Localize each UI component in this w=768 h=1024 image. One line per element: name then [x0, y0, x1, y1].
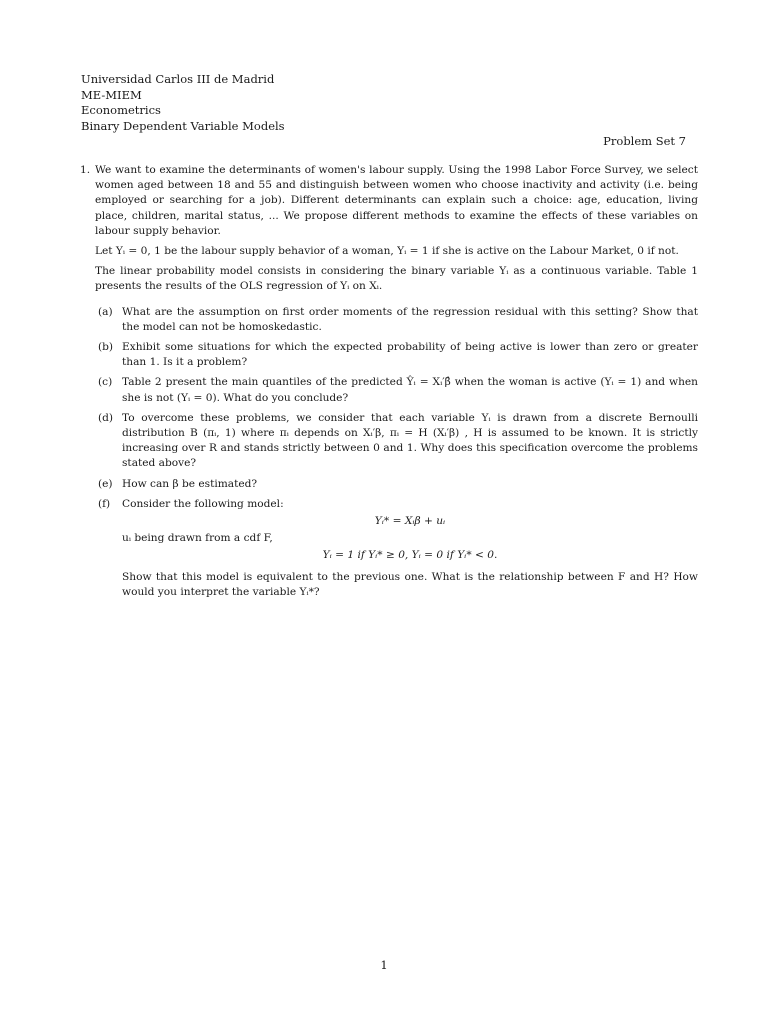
- university-name: Universidad Carlos III de Madrid: [81, 72, 275, 86]
- sub-question-label: (c): [98, 376, 113, 389]
- course-name: Econometrics: [81, 103, 161, 118]
- page-number: 1: [380, 958, 388, 972]
- problem-set-title: Problem Set 7: [603, 134, 686, 148]
- sub-question-list: [95, 305, 698, 600]
- sub-question-a: [95, 305, 698, 335]
- sub-question-f: [95, 497, 698, 600]
- sub-question-label: (f): [98, 497, 111, 510]
- question-definition: Let Yᵢ = 0, 1 be the labour supply behavior of a woman, Yᵢ = 1 if she is active on the Labour Market, 0 if not.: [95, 245, 679, 258]
- question-intro: We want to examine the determinants of women's labour supply. Using the 1998 Labor Force Survey, we select women aged between 18 and 55 and distinguish between women who choose inactivity and activity (i.e. being employed or searching for a job). Different determinants can explain such a choice: age, education, living place, children, marital status, ... We propose different methods to examine the effects of these variables on labour supply behavior.: [95, 164, 698, 237]
- question-number: 1.: [80, 164, 91, 176]
- topic-title: Binary Dependent Variable Models: [81, 118, 285, 133]
- sub-question-text: Consider the following model:: [122, 497, 284, 510]
- sub-question-text: What are the assumption on first order moments of the regression residual with this setting? Show that the model can not be homoskedastic.: [122, 305, 698, 333]
- sub-question-text: How can β be estimated?: [122, 477, 258, 490]
- error-distribution-text: uᵢ being drawn from a cdf F,: [122, 532, 273, 545]
- sub-question-f-conclusion: Show that this model is equivalent to the previous one. What is the relationship between F and H? How would you interpret the variable Yᵢ*?: [122, 570, 698, 598]
- program-name: ME-MIEM: [81, 87, 142, 102]
- sub-question-e: [95, 477, 698, 492]
- sub-question-label: (a): [98, 305, 113, 318]
- latent-model-equation: Yᵢ* = Xᵢβ + uᵢ: [374, 515, 446, 528]
- sub-question-label: (d): [98, 411, 114, 424]
- observation-rule-equation: Yᵢ = 1 if Yᵢ* ≥ 0, Yᵢ = 0 if Yᵢ* < 0.: [322, 549, 498, 562]
- sub-question-text: To overcome these problems, we consider that each variable Yᵢ is drawn from a discrete Bernoulli distribution B (πᵢ, 1) where πᵢ depends on Xᵢ′β, πᵢ = H (Xᵢ′β) , H is assumed to be known. It is strictly increasing over R and stands strictly between 0 and 1. Why does this specification overcome the problems stated above?: [122, 411, 698, 470]
- question-model-description: The linear probability model consists in considering the binary variable Yᵢ as a continuous variable. Table 1 presents the results of the OLS regression of Yᵢ on Xᵢ.: [95, 265, 698, 293]
- sub-question-d: [95, 411, 698, 472]
- document-header: [81, 72, 285, 134]
- sub-question-text: Table 2 present the main quantiles of the predicted Ŷᵢ = Xᵢ′β̂ when the woman is active (Yᵢ = 1) and when she is not (Yᵢ = 0). What do you conclude?: [122, 376, 698, 404]
- question-1: [80, 163, 698, 605]
- sub-question-label: (e): [98, 477, 113, 490]
- sub-question-text: Exhibit some situations for which the expected probability of being active is lower than zero or greater than 1. Is it a problem?: [122, 341, 698, 369]
- sub-question-c: [95, 375, 698, 405]
- sub-question-b: [95, 340, 698, 370]
- sub-question-label: (b): [98, 341, 114, 354]
